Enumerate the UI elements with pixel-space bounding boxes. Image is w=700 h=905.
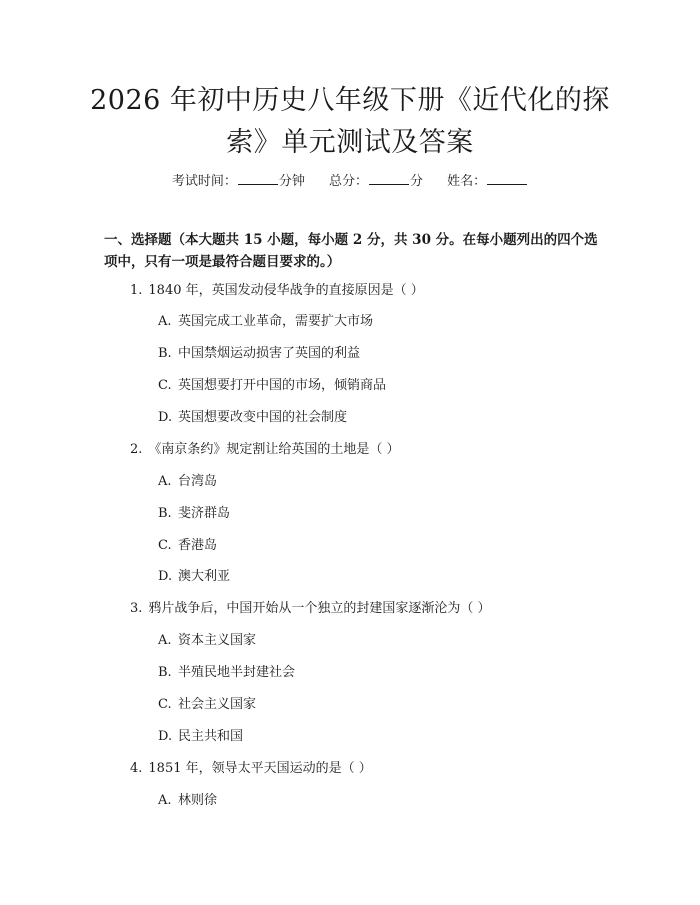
option-letter: C. bbox=[158, 378, 172, 393]
question-1-option-d bbox=[158, 409, 347, 427]
question-2-option-b bbox=[158, 505, 230, 523]
exam-time-label: 考试时间： bbox=[171, 174, 237, 189]
option-letter: C. bbox=[158, 697, 172, 712]
question-2-option-d bbox=[158, 568, 230, 586]
option-text: 中国禁烟运动损害了英国的利益 bbox=[178, 346, 361, 361]
question-1-option-b bbox=[158, 345, 360, 363]
option-letter: C. bbox=[158, 538, 172, 553]
student-name-label: 姓名： bbox=[447, 174, 487, 189]
student-name-blank bbox=[487, 172, 527, 185]
section-heading: 一、选择题（本大题共 15 小题，每小题 2 分，共 30 分。在每小题列出的四个选项中，只有一项是最符合题目要求的。） bbox=[104, 232, 598, 270]
exam-time-unit: 分钟 bbox=[278, 174, 305, 189]
option-letter: B. bbox=[158, 665, 172, 680]
option-text: 香港岛 bbox=[178, 538, 218, 553]
question-text: 1851 年，领导太平天国运动的是（ ） bbox=[148, 761, 372, 776]
question-number: 1. bbox=[130, 283, 143, 298]
option-letter: A. bbox=[158, 793, 172, 808]
option-text: 英国想要打开中国的市场，倾销商品 bbox=[178, 378, 387, 393]
option-letter: D. bbox=[158, 410, 173, 425]
question-1-option-c bbox=[158, 377, 386, 395]
question-2-option-c bbox=[158, 537, 217, 555]
question-2-option-a bbox=[158, 473, 217, 491]
option-letter: A. bbox=[158, 474, 172, 489]
question-4 bbox=[130, 760, 372, 778]
question-1-option-a bbox=[158, 313, 373, 331]
question-number: 4. bbox=[130, 761, 143, 776]
question-text: 1840 年，英国发动侵华战争的直接原因是（ ） bbox=[148, 283, 424, 298]
option-text: 台湾岛 bbox=[178, 474, 218, 489]
option-text: 社会主义国家 bbox=[178, 697, 257, 712]
option-letter: D. bbox=[158, 729, 173, 744]
option-letter: A. bbox=[158, 633, 172, 648]
question-text: 鸦片战争后，中国开始从一个独立的封建国家逐渐沦为（ ） bbox=[148, 601, 491, 616]
option-text: 英国想要改变中国的社会制度 bbox=[178, 410, 348, 425]
option-letter: B. bbox=[158, 506, 172, 521]
total-score-label: 总分： bbox=[328, 174, 368, 189]
option-letter: A. bbox=[158, 314, 172, 329]
question-3-option-d bbox=[158, 728, 243, 746]
question-2 bbox=[130, 441, 400, 459]
student-name-field bbox=[447, 170, 528, 189]
total-score-field bbox=[329, 170, 423, 189]
exam-title: 2026 年初中历史八年级下册《近代化的探索》单元测试及答案 bbox=[90, 85, 610, 158]
exam-time-field bbox=[172, 170, 305, 189]
question-3-option-c bbox=[158, 696, 256, 714]
question-3 bbox=[130, 600, 491, 618]
total-score-unit: 分 bbox=[410, 174, 424, 189]
option-text: 民主共和国 bbox=[178, 729, 244, 744]
total-score-blank bbox=[369, 172, 409, 185]
question-1 bbox=[130, 282, 424, 300]
option-text: 英国完成工业革命，需要扩大市场 bbox=[178, 314, 374, 329]
exam-meta-line bbox=[0, 170, 700, 189]
question-number: 2. bbox=[130, 442, 143, 457]
option-text: 斐济群岛 bbox=[178, 506, 231, 521]
option-letter: B. bbox=[158, 346, 172, 361]
option-text: 澳大利亚 bbox=[178, 569, 231, 584]
option-text: 林则徐 bbox=[178, 793, 218, 808]
option-text: 资本主义国家 bbox=[178, 633, 257, 648]
question-4-option-a bbox=[158, 792, 217, 810]
question-text: 《南京条约》规定割让给英国的土地是（ ） bbox=[148, 442, 400, 457]
question-number: 3. bbox=[130, 601, 143, 616]
question-3-option-a bbox=[158, 632, 256, 650]
option-text: 半殖民地半封建社会 bbox=[178, 665, 296, 680]
option-letter: D. bbox=[158, 569, 173, 584]
question-3-option-b bbox=[158, 664, 295, 682]
exam-time-blank bbox=[238, 172, 278, 185]
